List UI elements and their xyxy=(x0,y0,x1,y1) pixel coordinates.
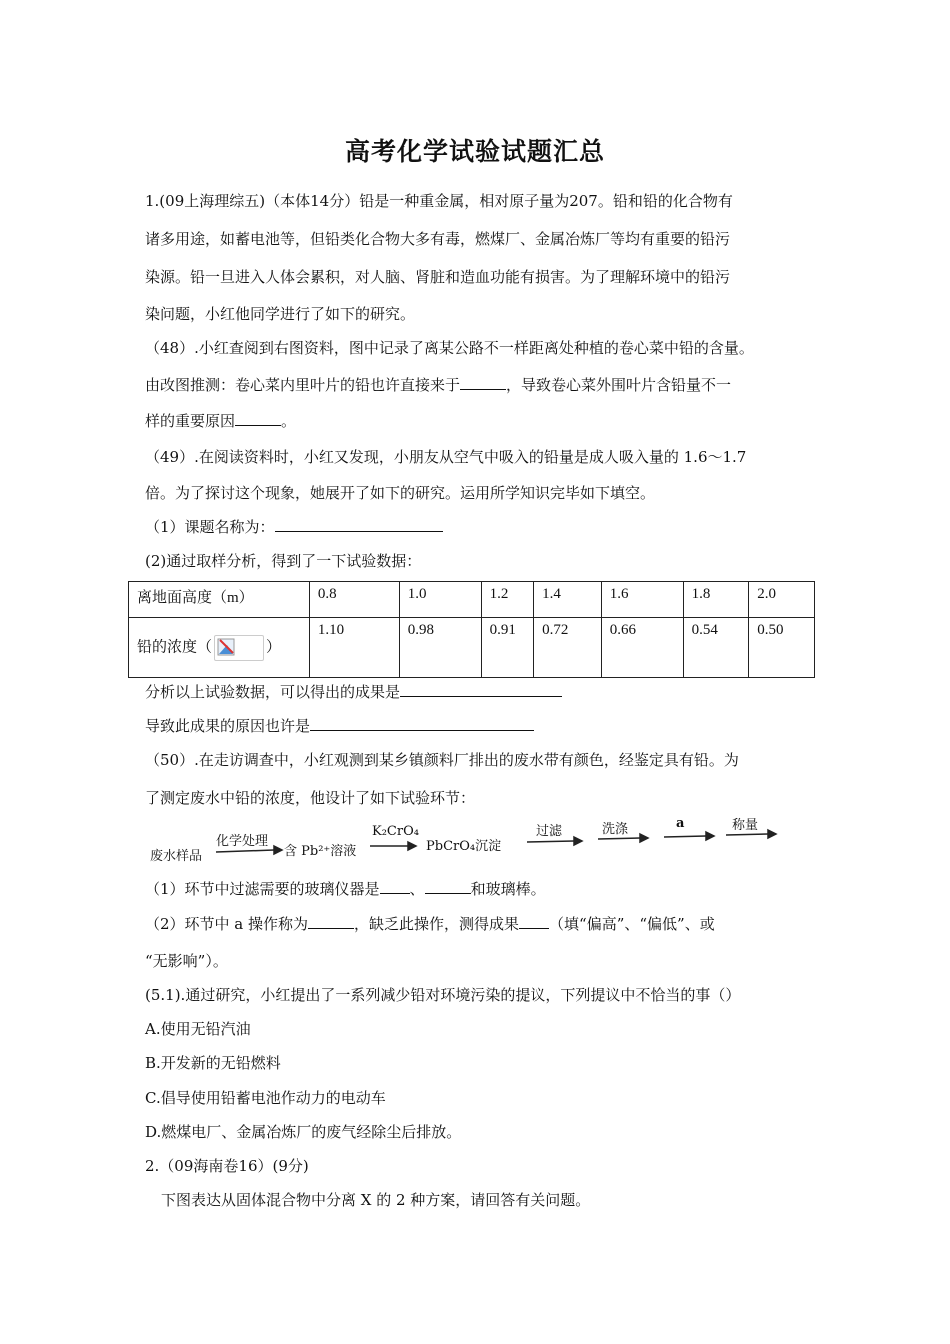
table-cell: 1.10 xyxy=(309,618,399,678)
q50-sub2-cont: “无影响”）。 xyxy=(145,952,228,970)
q1-intro-line-2: 诸多用途，如蓄电池等，但铅类化合物大多有毒，燃煤厂、金属冶炼厂等均有重要的铅污 xyxy=(145,230,731,248)
concentration-label-end: ） xyxy=(266,638,282,655)
flow-pb-solution: 含 Pb²⁺溶液 xyxy=(284,844,357,859)
q48-text-d: 。 xyxy=(281,412,297,430)
table-cell: 0.91 xyxy=(481,618,534,678)
table-cell: 2.0 xyxy=(749,582,815,618)
table-header-concentration xyxy=(129,618,310,678)
table-row xyxy=(129,618,815,678)
q1-intro-line-1: 1.(09上海理综五)（本体14分）铅是一种重金属，相对原子量为207。铅和铅的化合物有 xyxy=(145,192,733,210)
q50-sub2 xyxy=(145,913,715,934)
answer-blank[interactable] xyxy=(308,914,354,929)
flow-step-filter: 过滤 xyxy=(536,824,563,839)
flow-step-wash: 洗涤 xyxy=(602,822,629,837)
answer-blank[interactable] xyxy=(519,914,549,929)
q51-line: (5.1).通过研究，小红提出了一系列减少铅对环境污染的提议，下列提议中不恰当的事（） xyxy=(145,986,741,1004)
option-a: A.使用无铅汽油 xyxy=(145,1020,251,1038)
q50-sub1-text-b: 和玻璃棒。 xyxy=(470,880,546,898)
q48-line-2 xyxy=(145,374,731,395)
q49-line-1: （49）.在阅读资料时，小红又发现，小朋友从空气中吸入的铅量是成人吸入量的 1.6～1.7 xyxy=(145,448,747,466)
analysis-line-2 xyxy=(145,715,534,736)
q50-line-2: 了测定废水中铅的浓度，他设计了如下试验环节： xyxy=(145,789,476,807)
q50-sub2-text-a: （2）环节中 a 操作称为 xyxy=(145,915,309,933)
flow-step-weigh: 称量 xyxy=(732,818,759,833)
answer-blank[interactable] xyxy=(235,411,281,426)
table-cell: 0.54 xyxy=(683,618,749,678)
answer-blank[interactable] xyxy=(400,682,562,697)
flow-step-a: a xyxy=(676,816,685,831)
q49-topic-label: （1）课题名称为： xyxy=(145,518,275,536)
analysis-text-2: 导致此成果的原因也许是 xyxy=(145,717,311,735)
option-c: C.倡导使用铅蓄电池作动力的电动车 xyxy=(145,1089,386,1107)
page-title: 高考化学试验试题汇总 xyxy=(344,137,605,166)
lead-data-table xyxy=(128,581,815,678)
q48-line-3 xyxy=(145,410,296,431)
table-cell: 1.8 xyxy=(683,582,749,618)
flow-reagent: K₂CrO₄ xyxy=(372,824,419,839)
q2-head: 2.（09海南卷16）(9分) xyxy=(145,1157,309,1175)
table-cell: 0.8 xyxy=(309,582,399,618)
table-row xyxy=(129,582,815,618)
table-cell: 0.50 xyxy=(749,618,815,678)
table-cell: 0.66 xyxy=(601,618,683,678)
table-cell: 1.4 xyxy=(534,582,602,618)
option-b: B.开发新的无铅燃料 xyxy=(145,1054,281,1072)
flow-step-treatment: 化学处理 xyxy=(216,834,269,849)
q50-line-1: （50）.在走访调查中，小红观测到某乡镇颜料厂排出的废水带有颜色，经鉴定具有铅。为 xyxy=(145,751,739,769)
answer-blank[interactable] xyxy=(460,375,506,390)
q50-sub2-text-b: ，缺乏此操作，测得成果 xyxy=(354,915,520,933)
table-cell: 1.2 xyxy=(481,582,534,618)
q2-body: 下图表达从固体混合物中分离 X 的 2 种方案，请回答有关问题。 xyxy=(161,1191,591,1209)
analysis-text-1: 分析以上试验数据，可以得出的成果是 xyxy=(145,683,401,701)
table-header-height: 离地面高度（m） xyxy=(129,582,310,618)
q48-text-b: ，导致卷心菜外围叶片含铅量不一 xyxy=(506,376,732,394)
answer-blank[interactable] xyxy=(310,716,534,731)
concentration-label: 铅的浓度（ xyxy=(137,638,213,655)
q49-line-3 xyxy=(145,516,443,537)
q50-sub1 xyxy=(145,878,546,899)
answer-blank[interactable] xyxy=(380,879,410,894)
q50-sub1-sep: 、 xyxy=(409,880,425,898)
q48-text-c: 样的重要原因 xyxy=(145,412,236,430)
q48-text-a: 由改图推测：卷心菜内里叶片的铅也许直接来于 xyxy=(145,376,461,394)
table-cell: 1.0 xyxy=(399,582,481,618)
flow-precipitate: PbCrO₄沉淀 xyxy=(426,839,502,854)
broken-image-icon xyxy=(214,635,264,661)
flow-sample: 废水样品 xyxy=(150,849,203,864)
table-cell: 1.6 xyxy=(601,582,683,618)
q49-line-4: (2)通过取样分析，得到了一下试验数据： xyxy=(145,552,422,570)
experiment-flow-diagram xyxy=(150,818,790,864)
answer-blank[interactable] xyxy=(425,879,471,894)
q49-line-2: 倍。为了探讨这个现象，她展开了如下的研究。运用所学知识完毕如下填空。 xyxy=(145,484,656,502)
table-cell: 0.72 xyxy=(534,618,602,678)
q50-sub1-text-a: （1）环节中过滤需要的玻璃仪器是 xyxy=(145,880,380,898)
q50-sub2-text-c: （填“偏高”、“偏低”、或 xyxy=(549,915,715,933)
answer-blank[interactable] xyxy=(275,517,443,532)
analysis-line-1 xyxy=(145,681,562,702)
table-cell: 0.98 xyxy=(399,618,481,678)
q1-intro-line-4: 染问题，小红他同学进行了如下的研究。 xyxy=(145,305,416,323)
q48-line-1: （48）.小红查阅到右图资料，图中记录了离某公路不一样距离处种植的卷心菜中铅的含量。 xyxy=(145,339,754,357)
option-d: D.燃煤电厂、金属冶炼厂的废气经除尘后排放。 xyxy=(145,1123,462,1141)
q1-intro-line-3: 染源。铅一旦进入人体会累积，对人脑、肾脏和造血功能有损害。为了理解环境中的铅污 xyxy=(145,268,731,286)
